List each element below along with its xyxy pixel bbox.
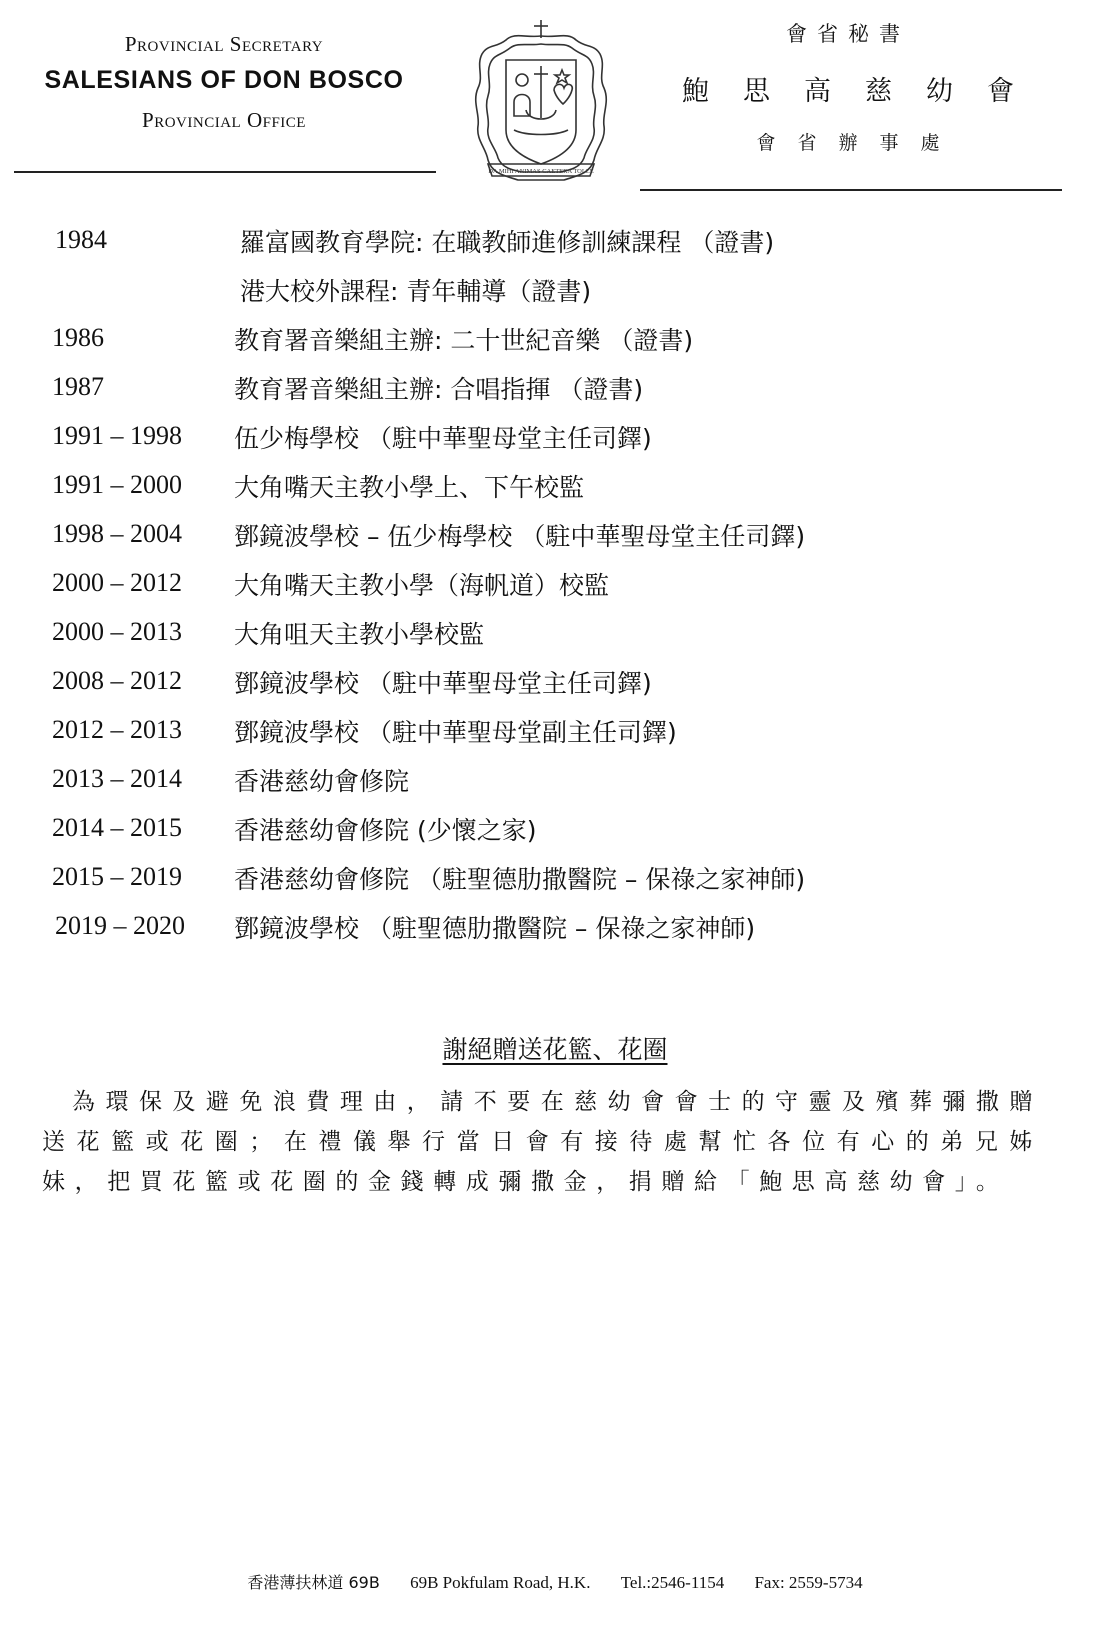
provincial-office-label: Provincial Office	[142, 108, 306, 132]
timeline-text: 羅富國教育學院: 在職教師進修訓練課程 （證書)	[240, 228, 775, 257]
timeline-row	[0, 413, 1110, 463]
timeline-row	[0, 266, 1110, 316]
timeline-text: 香港慈幼會修院 （駐聖德肋撒醫院 – 保祿之家神師)	[234, 865, 806, 894]
timeline-row	[0, 903, 1110, 953]
provincial-secretary-label-zh: 會省秘書	[786, 22, 910, 46]
header-rule-left	[14, 171, 436, 173]
timeline-years: 2000 – 2012	[52, 568, 182, 597]
timeline-text: 伍少梅學校 （駐中華聖母堂主任司鐸)	[234, 424, 652, 453]
timeline-row	[0, 462, 1110, 512]
timeline-years: 2019 – 2020	[55, 911, 185, 940]
timeline-text: 鄧鏡波學校 – 伍少梅學校 （駐中華聖母堂主任司鐸)	[234, 522, 806, 551]
footer-fax: Fax: 2559-5734	[754, 1573, 863, 1592]
timeline-years: 2012 – 2013	[52, 715, 182, 744]
timeline-years: 1998 – 2004	[52, 519, 182, 548]
timeline-row	[0, 805, 1110, 855]
footer-contact	[0, 1570, 1110, 1593]
timeline-text: 教育署音樂組主辦: 合唱指揮 （證書)	[234, 375, 644, 404]
timeline-text: 鄧鏡波學校 （駐聖德肋撒醫院 – 保祿之家神師)	[234, 914, 756, 943]
timeline-row	[0, 707, 1110, 757]
timeline-text: 鄧鏡波學校 （駐中華聖母堂副主任司鐸)	[234, 718, 677, 747]
timeline-years: 1987	[52, 372, 104, 401]
organization-name-en: SALESIANS OF DON BOSCO	[44, 66, 404, 94]
timeline-years: 2000 – 2013	[52, 617, 182, 646]
timeline-years: 1991 – 1998	[52, 421, 182, 450]
provincial-office-label-zh: 會省辦事處	[756, 132, 962, 154]
timeline-text: 大角咀天主教小學校監	[234, 620, 485, 649]
timeline-years: 1991 – 2000	[52, 470, 182, 499]
organization-name-zh: 鮑思高慈幼會	[682, 76, 1048, 107]
timeline-row	[0, 217, 1110, 267]
timeline-text: 大角嘴天主教小學上、下午校監	[234, 473, 585, 502]
timeline-row	[0, 560, 1110, 610]
timeline-text: 大角嘴天主教小學（海帆道）校監	[234, 571, 610, 600]
salesian-seal-logo	[466, 18, 616, 190]
header-english	[14, 30, 434, 134]
timeline-years: 1986	[52, 323, 104, 352]
timeline-years: 2014 – 2015	[52, 813, 182, 842]
timeline-years: 2008 – 2012	[52, 666, 182, 695]
timeline-years: 2015 – 2019	[52, 862, 182, 891]
timeline-text: 香港慈幼會修院 (少懷之家)	[234, 816, 537, 845]
footer-address-en: 69B Pokfulam Road, H.K.	[410, 1573, 591, 1592]
timeline-text: 港大校外課程: 青年輔導（證書)	[240, 277, 592, 306]
notice-title: 謝絕贈送花籃、花圈	[442, 1035, 668, 1064]
footer-address-zh: 香港薄扶林道 69B	[247, 1573, 380, 1592]
provincial-secretary-label: Provincial Secretary	[124, 32, 324, 56]
timeline-row	[0, 854, 1110, 904]
timeline-years: 2013 – 2014	[52, 764, 182, 793]
timeline-text: 教育署音樂組主辦: 二十世紀音樂 （證書)	[234, 326, 694, 355]
timeline-text: 鄧鏡波學校 （駐中華聖母堂主任司鐸)	[234, 669, 652, 698]
timeline-row	[0, 511, 1110, 561]
seal-motto: DA MIHI ANIMAS CAETERA TOLLE	[488, 168, 594, 175]
timeline-years: 1984	[55, 225, 107, 254]
timeline-text: 香港慈幼會修院	[234, 767, 410, 796]
timeline-row	[0, 609, 1110, 659]
header-rule-right	[640, 189, 1062, 191]
timeline-row	[0, 658, 1110, 708]
timeline-row	[0, 315, 1110, 365]
timeline-row	[0, 756, 1110, 806]
notice-body: 為環保及避免浪費理由，請不要在慈幼會會士的守靈及殯葬彌撒贈送花籃或花圈；在禮儀舉行當日會有接待處幫忙各位有心的弟兄姊妹，把買花籃或花圈的金錢轉成彌撒金，捐贈給「鮑思高慈幼會」。	[42, 1089, 1042, 1195]
footer-tel: Tel.:2546-1154	[620, 1573, 725, 1592]
header-chinese	[648, 18, 1048, 158]
timeline-row	[0, 364, 1110, 414]
